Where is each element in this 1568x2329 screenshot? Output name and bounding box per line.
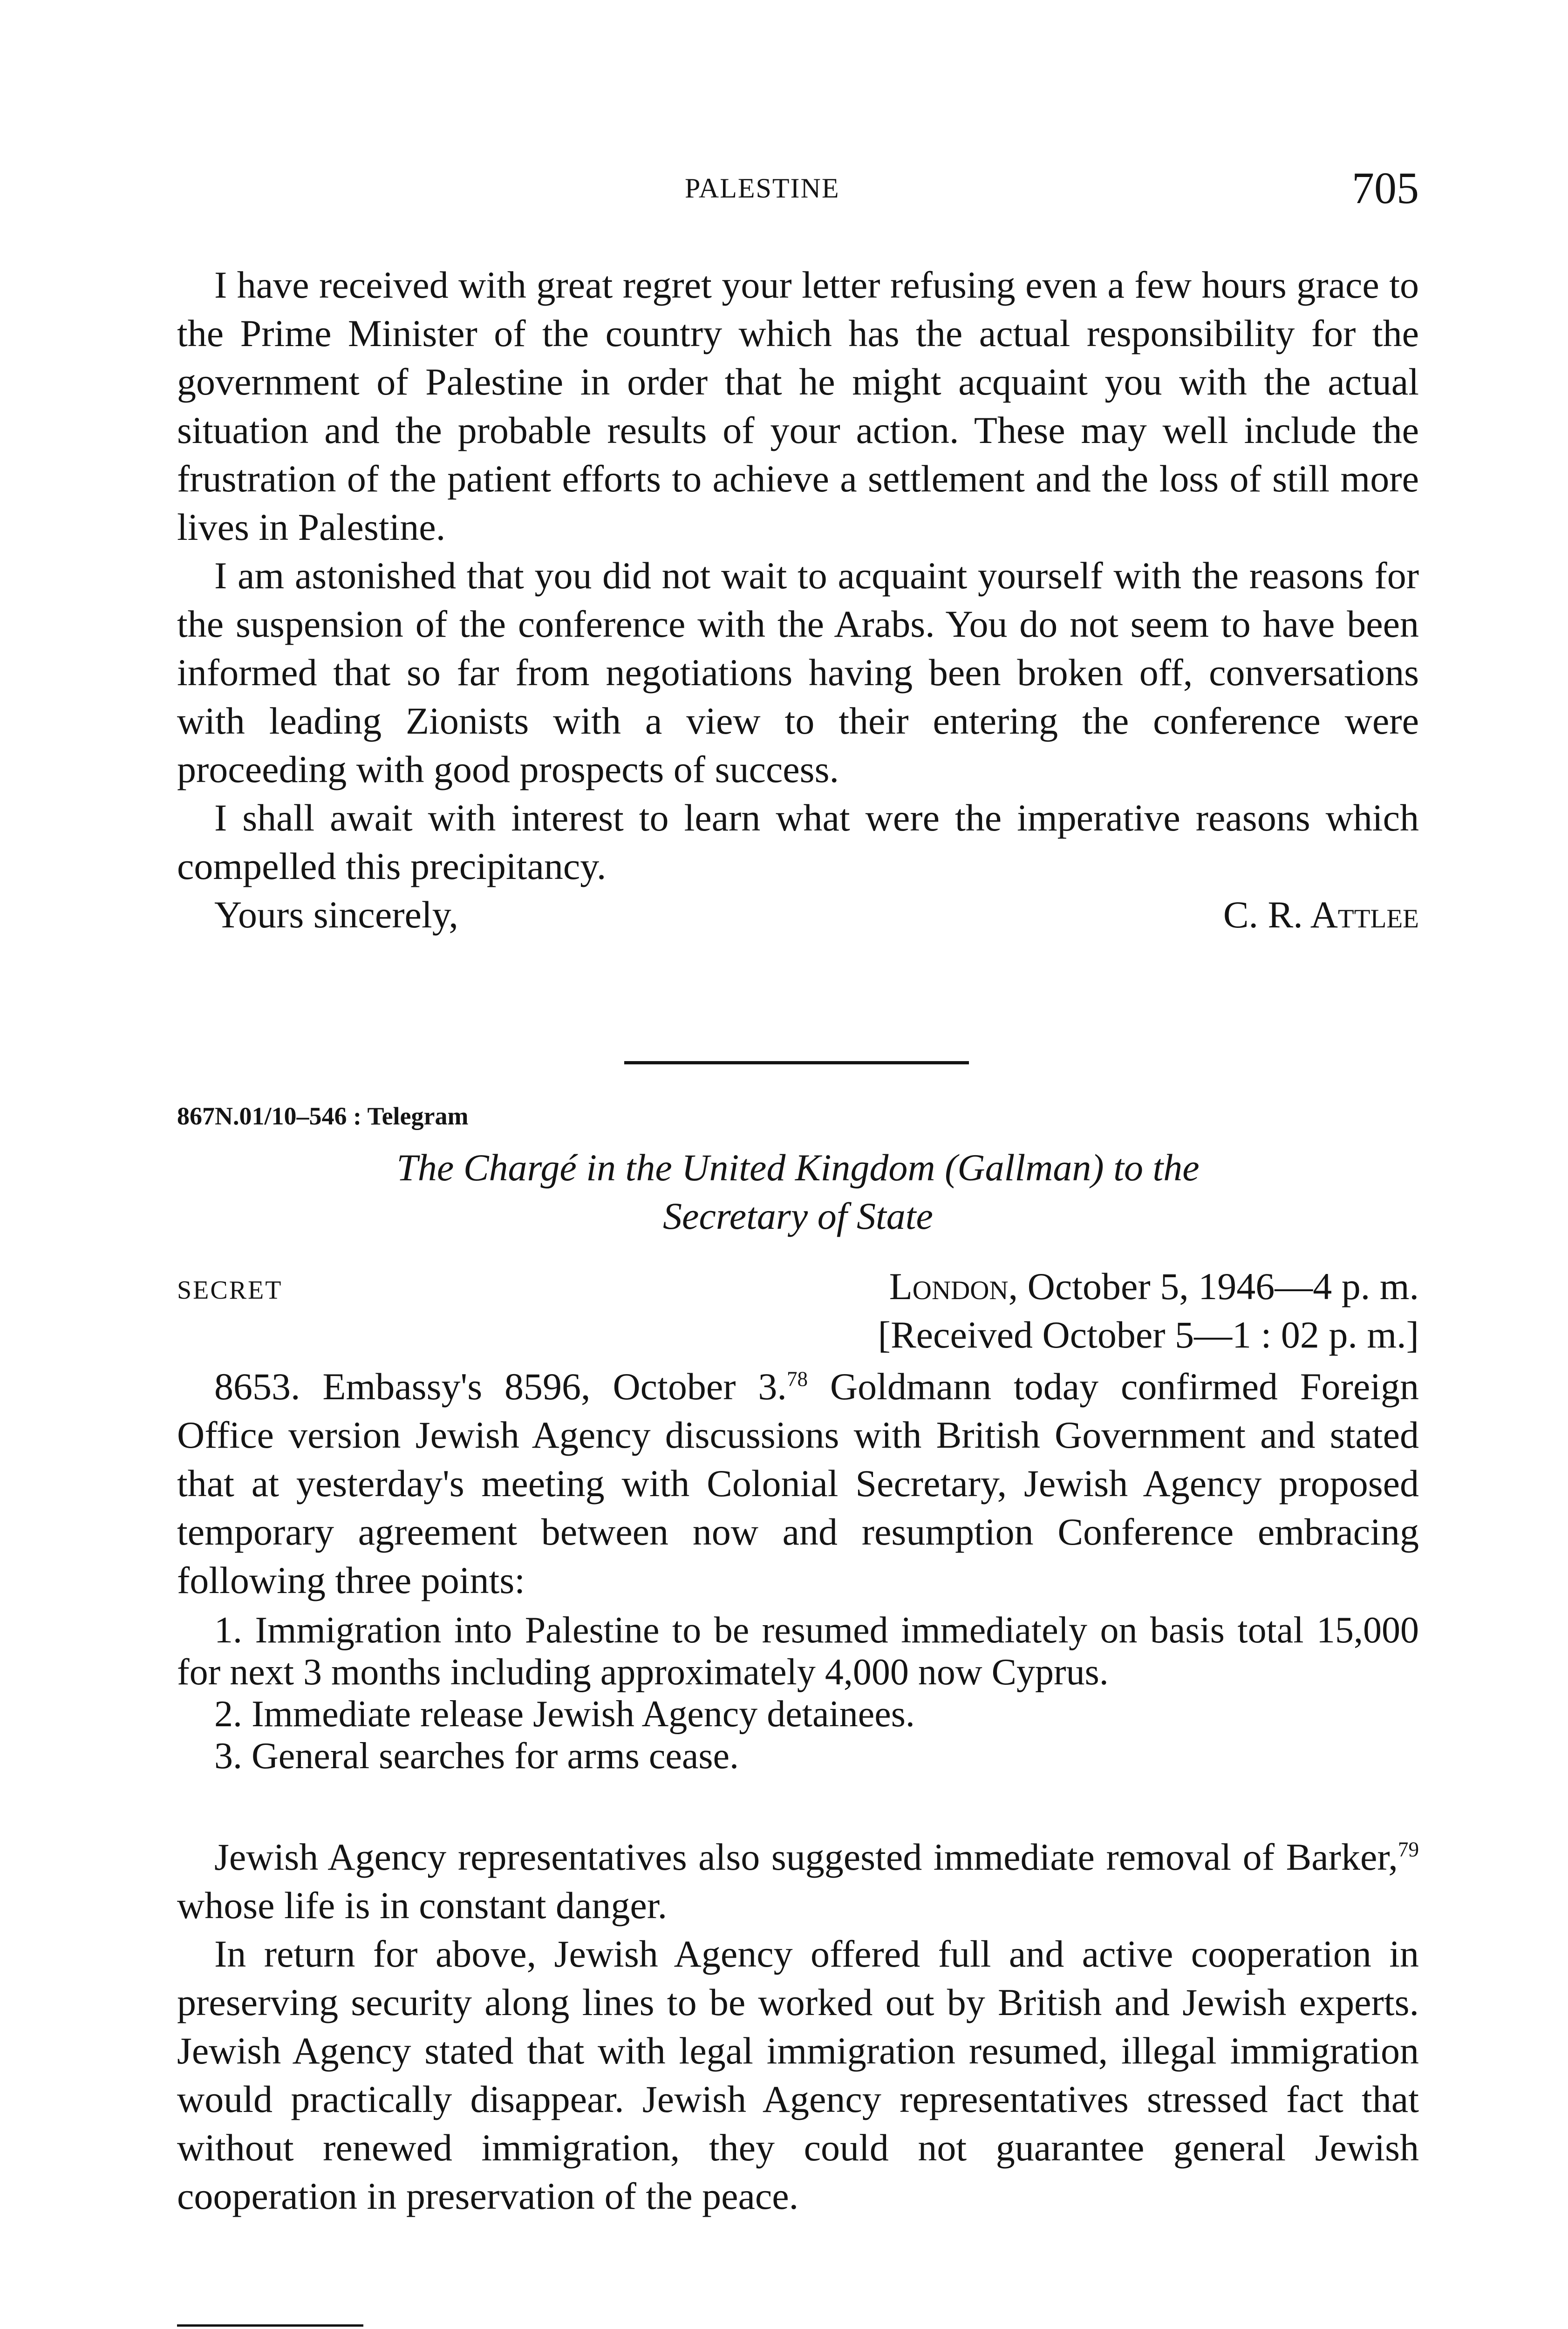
heading-line-2: Secretary of State: [663, 1195, 933, 1237]
received-line: [Received October 5—1 : 02 p. m.]: [878, 1314, 1419, 1356]
letter-body: [177, 261, 1419, 939]
classification-label: SECRET: [177, 1276, 283, 1305]
footnote-ref-78: 78: [786, 1367, 808, 1391]
footnote-divider: [177, 2324, 363, 2327]
dateline: [177, 1262, 1419, 1311]
point-2: 2. Immediate release Jewish Agency detainees.: [214, 1694, 915, 1735]
letter-paragraph-3: I shall await with interest to learn what were the imperative reasons which compelled this precipitancy.: [177, 797, 1419, 887]
letter-paragraph-1: I have received with great regret your letter refusing even a few hours grace to the Prime Minister of the country which has the actual responsibility for the government of Palestine in order that he might acquaint you with the actual situation and the probable results of your action. These may well include the frustration of the patient efforts to achieve a settlement and the loss of still more lives in Palestine.: [177, 264, 1419, 548]
point-3: 3. General searches for arms cease.: [214, 1736, 739, 1777]
section-divider: [624, 1061, 969, 1064]
dateline-city: London: [889, 1265, 1009, 1308]
telegram-body: [177, 1362, 1419, 1605]
document-heading: [177, 1144, 1419, 1240]
running-head: PALESTINE: [685, 173, 840, 204]
document-reference: 867N.01/10–546 : Telegram: [177, 1102, 469, 1130]
letter-paragraph-2: I am astonished that you did not wait to acquaint yourself with the reasons for the suspension of the conference with the Arabs. You do not seem to have been informed that so far from negotiations having been broken off, conversations with leading Zionists with a view to their entering the conference were proceeding with good prospects of success.: [177, 554, 1419, 790]
dateline-date: , October 5, 1946—4 p. m.: [1008, 1265, 1419, 1308]
letter-signoff: [177, 891, 1419, 939]
telegram-continuation: [177, 1833, 1419, 2220]
telegram-opening-paragraph: 8653. Embassy's 8596, October 3.78 Goldmann today confirmed Foreign Office version Jewish Agency discussions with British Government and stated that at yesterday's meeting with Colonial Secretary, Jewish Agency proposed temporary agreement between now and resumption Conference embracing following three points:: [177, 1365, 1419, 1601]
letter-closing: Yours sincerely,: [214, 893, 458, 936]
closing-paragraph: In return for above, Jewish Agency offered full and active cooperation in preserving security along lines to be worked out by British and Jewish experts. Jewish Agency stated that with legal immigration resumed, illegal immigration would practically disappear. Jewish Agency representatives stressed fact that without renewed immigration, they could not guarantee general Jewish cooperation in preservation of the peace.: [177, 1933, 1419, 2217]
removal-paragraph: Jewish Agency representatives also suggested immediate removal of Barker,$^{79}$ whose life is in constant danger.: [177, 1836, 1419, 1927]
footnote-ref-79: 79: [1398, 1838, 1419, 1861]
letter-signature: C. R. Attlee: [1223, 893, 1419, 936]
page-number: 705: [1352, 163, 1419, 213]
points-list: [177, 1609, 1419, 1777]
telegram-meta: [177, 1262, 1419, 1359]
point-1: 1. Immigration into Palestine to be resumed immediately on basis total 15,000 for next 3 months including approximately 4,000 now Cyprus.: [177, 1610, 1419, 1693]
heading-line-1: The Chargé in the United Kingdom (Gallman) to the: [396, 1146, 1200, 1189]
